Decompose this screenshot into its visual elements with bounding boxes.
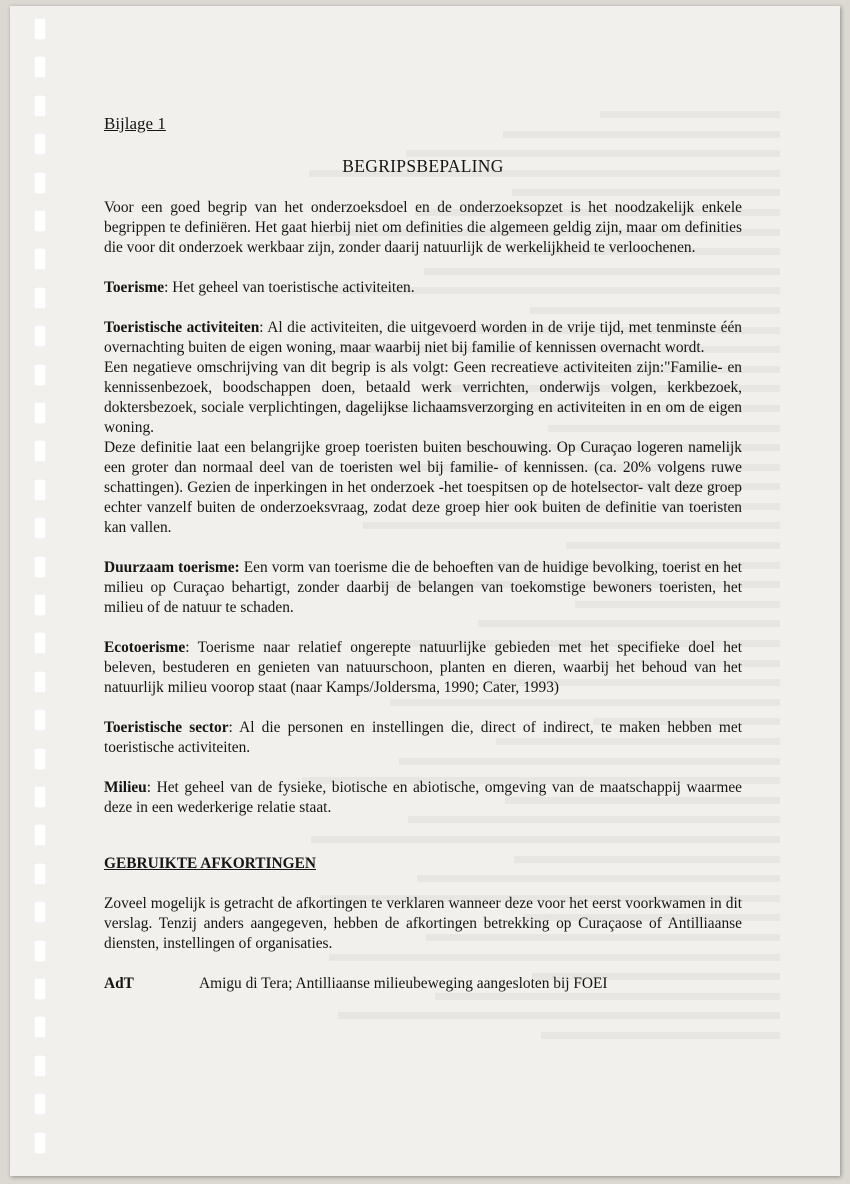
- binding-hole: [34, 95, 46, 117]
- definition-negative-description: Een negatieve omschrijving van dit begrip is als volgt: Geen recreatieve activiteiten zijn:"Familie- en kennissenbezoek, boodschappen doen, betaald werk verrichten, onderwijs volgen, kerkbezoek, doktersbezoek, sociale verplichtingen, dagelijkse lichaamsverzorging en activiteiten in en om de eigen woning.: [104, 359, 742, 436]
- definition-term: Milieu: [104, 779, 147, 796]
- binding-hole: [34, 556, 46, 578]
- definition-ecotoerisme: [104, 638, 742, 698]
- binding-hole: [34, 709, 46, 731]
- binding-hole: [34, 594, 46, 616]
- binding-hole: [34, 824, 46, 846]
- binding-hole: [34, 517, 46, 539]
- binding-hole: [34, 1016, 46, 1038]
- binding-hole: [34, 210, 46, 232]
- definition-term: Toeristische activiteiten: [104, 319, 260, 336]
- abbreviations-intro: Zoveel mogelijk is getracht de afkortingen te verklaren wanneer deze voor het eerst voorkwamen in dit verslag. Tenzij anders aangegeven, hebben de afkortingen betrekking op Curaçaose of Antilliaanse diensten, instellingen of organisaties.: [104, 895, 742, 952]
- binding-hole: [34, 364, 46, 386]
- definition-toerisme: [104, 278, 742, 298]
- bleed-through-line: [541, 1032, 780, 1047]
- binding-hole: [34, 671, 46, 693]
- binding-hole: [34, 248, 46, 270]
- binding-hole: [34, 325, 46, 347]
- definition-toeristische-sector: [104, 718, 742, 758]
- binding-hole: [34, 748, 46, 770]
- bleed-through-line: [435, 993, 780, 1008]
- definition-text: : Al die activiteiten, die uitgevoerd worden in de vrije tijd, met tenminste één overnachting buiten de eigen woning, maar waarbij niet bij familie of kennissen overnacht wordt.: [104, 319, 742, 356]
- definition-text: Een vorm van toerisme die de behoeften van de huidige bevolking, toerist en het milieu op Curaçao behartigt, zonder daarbij de belangen van toekomstige bewoners toeristen, het milieu of de natuur te schaden.: [104, 559, 743, 616]
- binding-hole: [34, 18, 46, 40]
- binding-holes: [34, 18, 46, 1168]
- definition-milieu: [104, 778, 742, 818]
- binding-hole: [34, 940, 46, 962]
- page-title: BEGRIPSBEPALING: [342, 156, 504, 176]
- abbreviation-code: AdT: [104, 975, 134, 992]
- definition-term: Duurzaam toerisme:: [104, 559, 240, 576]
- abbreviations-heading: GEBRUIKTE AFKORTINGEN: [104, 855, 316, 872]
- binding-hole: [34, 863, 46, 885]
- intro-paragraph: Voor een goed begrip van het onderzoeksdoel en de onderzoeksopzet is het noodzakelijk enkele begrippen te definiëren. Het gaat hierbij niet om definities die algemeen geldig zijn, maar om definities die voor dit onderzoek werkbaar zijn, zonder daarij natuurlijk de werkelijkheid te verloochenen.: [104, 199, 742, 256]
- binding-hole: [34, 901, 46, 923]
- definition-text: : Het geheel van de fysieke, biotische en abiotische, omgeving van de maatschappij waarmee deze in een wederkerige relatie staat.: [104, 779, 742, 816]
- definition-text: : Al die personen en instellingen die, direct of indirect, te maken hebben met toeristische activiteiten.: [104, 719, 742, 756]
- definition-term: Toerisme: [104, 279, 165, 296]
- binding-hole: [34, 632, 46, 654]
- binding-hole: [34, 402, 46, 424]
- definition-term: Toeristische sector: [104, 719, 229, 736]
- document-page: [10, 6, 840, 1176]
- definition-term: Ecotoerisme: [104, 639, 186, 656]
- abbreviation-row: [104, 974, 742, 994]
- binding-hole: [34, 786, 46, 808]
- binding-hole: [34, 56, 46, 78]
- definition-text: : Toerisme naar relatief ongerepte natuurlijke gebieden met het specifieke doel het beleven, bestuderen en genieten van natuurschoon, planten en dieren, waarbij het behoud van het natuurlijk milieu voorop staat (naar Kamps/Joldersma, 1990; Cater, 1993): [104, 639, 742, 696]
- binding-hole: [34, 1055, 46, 1077]
- abbreviation-description: Amigu di Tera; Antilliaanse milieubeweging aangesloten bij FOEI: [199, 975, 608, 992]
- bleed-through-line: [338, 1012, 780, 1027]
- binding-hole: [34, 440, 46, 462]
- binding-hole: [34, 479, 46, 501]
- binding-hole: [34, 1132, 46, 1154]
- definition-duurzaam-toerisme: [104, 558, 742, 618]
- binding-hole: [34, 1093, 46, 1115]
- definition-scope-note: Deze definitie laat een belangrijke groep toeristen buiten beschouwing. Op Curaçao logeren namelijk een groter dan normaal deel van de toeristen wel bij familie- of kennissen. (ca. 20% volgens ruwe schattingen). Gezien de inperkingen in het onderzoek -het toespitsen op de hotelsector- valt deze groep echter vanzelf buiten de onderzoeksvraag, zodat deze groep hier ook buiten de definitie van toeristen kan vallen.: [104, 439, 742, 536]
- appendix-label: Bijlage 1: [104, 114, 166, 133]
- binding-hole: [34, 172, 46, 194]
- binding-hole: [34, 978, 46, 1000]
- definition-toeristische-activiteiten: [104, 318, 742, 358]
- page-content: [104, 114, 742, 994]
- binding-hole: [34, 133, 46, 155]
- binding-hole: [34, 287, 46, 309]
- definition-text: : Het geheel van toeristische activiteiten.: [164, 279, 415, 296]
